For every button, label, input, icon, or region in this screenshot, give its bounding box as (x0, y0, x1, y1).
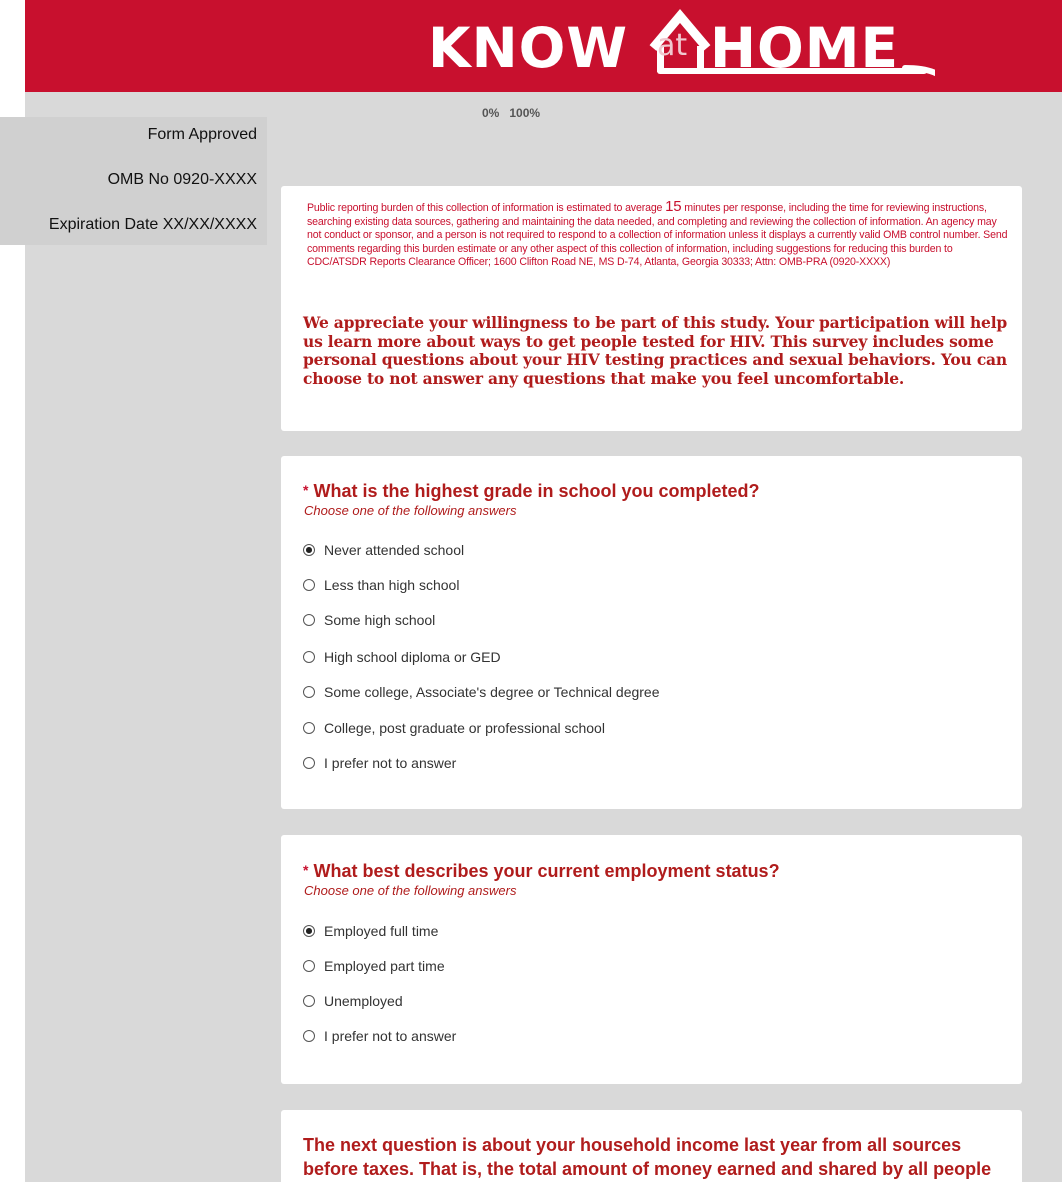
question-text: What is the highest grade in school you completed? (313, 481, 760, 501)
required-marker: * (303, 482, 309, 498)
option-label: Employed part time (324, 958, 445, 974)
question-hint: Choose one of the following answers (304, 503, 517, 518)
radio-option[interactable] (303, 993, 403, 1009)
radio-icon[interactable] (303, 995, 315, 1007)
option-label: Never attended school (324, 542, 465, 558)
omb-approval-box (0, 117, 267, 245)
question-title-employment (303, 861, 780, 882)
option-label: Employed full time (324, 923, 439, 939)
know-at-home-logo[interactable] (425, 8, 945, 88)
progress-indicator (482, 106, 550, 120)
radio-option[interactable] (303, 649, 501, 665)
site-header (25, 0, 1062, 92)
income-intro-text: The next question is about your household income last year from all sources before taxes. That is, the total amount of money earned and shared by all people (303, 1135, 992, 1179)
logo-word-know: KNOW (428, 16, 629, 80)
radio-option[interactable] (303, 1028, 456, 1044)
option-label: I prefer not to answer (324, 755, 457, 771)
radio-option[interactable] (303, 542, 464, 558)
progress-start-label: 0% (482, 106, 500, 120)
radio-option[interactable] (303, 612, 435, 628)
radio-icon[interactable] (303, 686, 315, 698)
radio-icon[interactable] (303, 651, 315, 663)
expiration-date-label: Expiration Date XX/XX/XXXX (48, 216, 257, 233)
radio-icon[interactable] (303, 1030, 315, 1042)
option-label: College, post graduate or professional school (324, 720, 605, 736)
option-label: Unemployed (324, 993, 403, 1009)
radio-icon[interactable] (303, 614, 315, 626)
radio-icon[interactable] (303, 960, 315, 972)
option-label: Some college, Associate's degree or Technical degree (324, 684, 660, 700)
welcome-message: We appreciate your willingness to be part of this study. Your participation will help us learn more about ways to get people tested for HIV. This survey includes some personal questions about your HIV testing practices and sexual behaviors. You can choose to not answer any questions that make you feel uncomfortable. (303, 313, 1008, 388)
radio-selected-icon[interactable] (303, 925, 315, 937)
radio-option[interactable] (303, 720, 605, 736)
burden-text-start: Public reporting burden of this collection of information is estimated to average (307, 202, 666, 214)
burden-minutes: 15 (665, 198, 682, 215)
question-hint: Choose one of the following answers (304, 883, 517, 898)
burden-text-end: minutes per response, including the time for reviewing instructions, searching existing data sources, gathering and maintaining the data needed, and completing and reviewing the collection of information. An agency may not conduct or sponsor, and a person is not required to respond to a collection of information unless it displays a currently valid OMB control number. Send comments regarding this burden estimate or any other aspect of this collection of information, including suggestions for reducing this burden to CDC/ATSDR Reports Clearance Officer; 1600 Clifton Road NE, MS D-74, Atlanta, Georgia 30333; Attn: OMB-PRA (0920-XXXX) (307, 202, 1008, 268)
option-label: Less than high school (324, 577, 460, 593)
radio-icon[interactable] (303, 757, 315, 769)
radio-option[interactable] (303, 755, 456, 771)
burden-statement (307, 200, 1012, 270)
option-label: I prefer not to answer (324, 1028, 457, 1044)
logo-word-at: at (657, 28, 688, 63)
radio-option[interactable] (303, 684, 660, 700)
radio-option[interactable] (303, 923, 438, 939)
radio-selected-icon[interactable] (303, 544, 315, 556)
radio-option[interactable] (303, 577, 459, 593)
question-text: What best describes your current employment status? (313, 861, 780, 881)
option-label: Some high school (324, 612, 436, 628)
option-label: High school diploma or GED (324, 649, 501, 665)
radio-icon[interactable] (303, 722, 315, 734)
required-marker: * (303, 862, 309, 878)
radio-option[interactable] (303, 958, 445, 974)
form-approved-label: Form Approved (147, 126, 257, 143)
progress-end-label: 100% (509, 106, 541, 120)
question-title-education (303, 481, 760, 502)
omb-number-label: OMB No 0920-XXXX (107, 171, 257, 188)
logo-word-home: HOME (710, 16, 900, 80)
radio-icon[interactable] (303, 579, 315, 591)
